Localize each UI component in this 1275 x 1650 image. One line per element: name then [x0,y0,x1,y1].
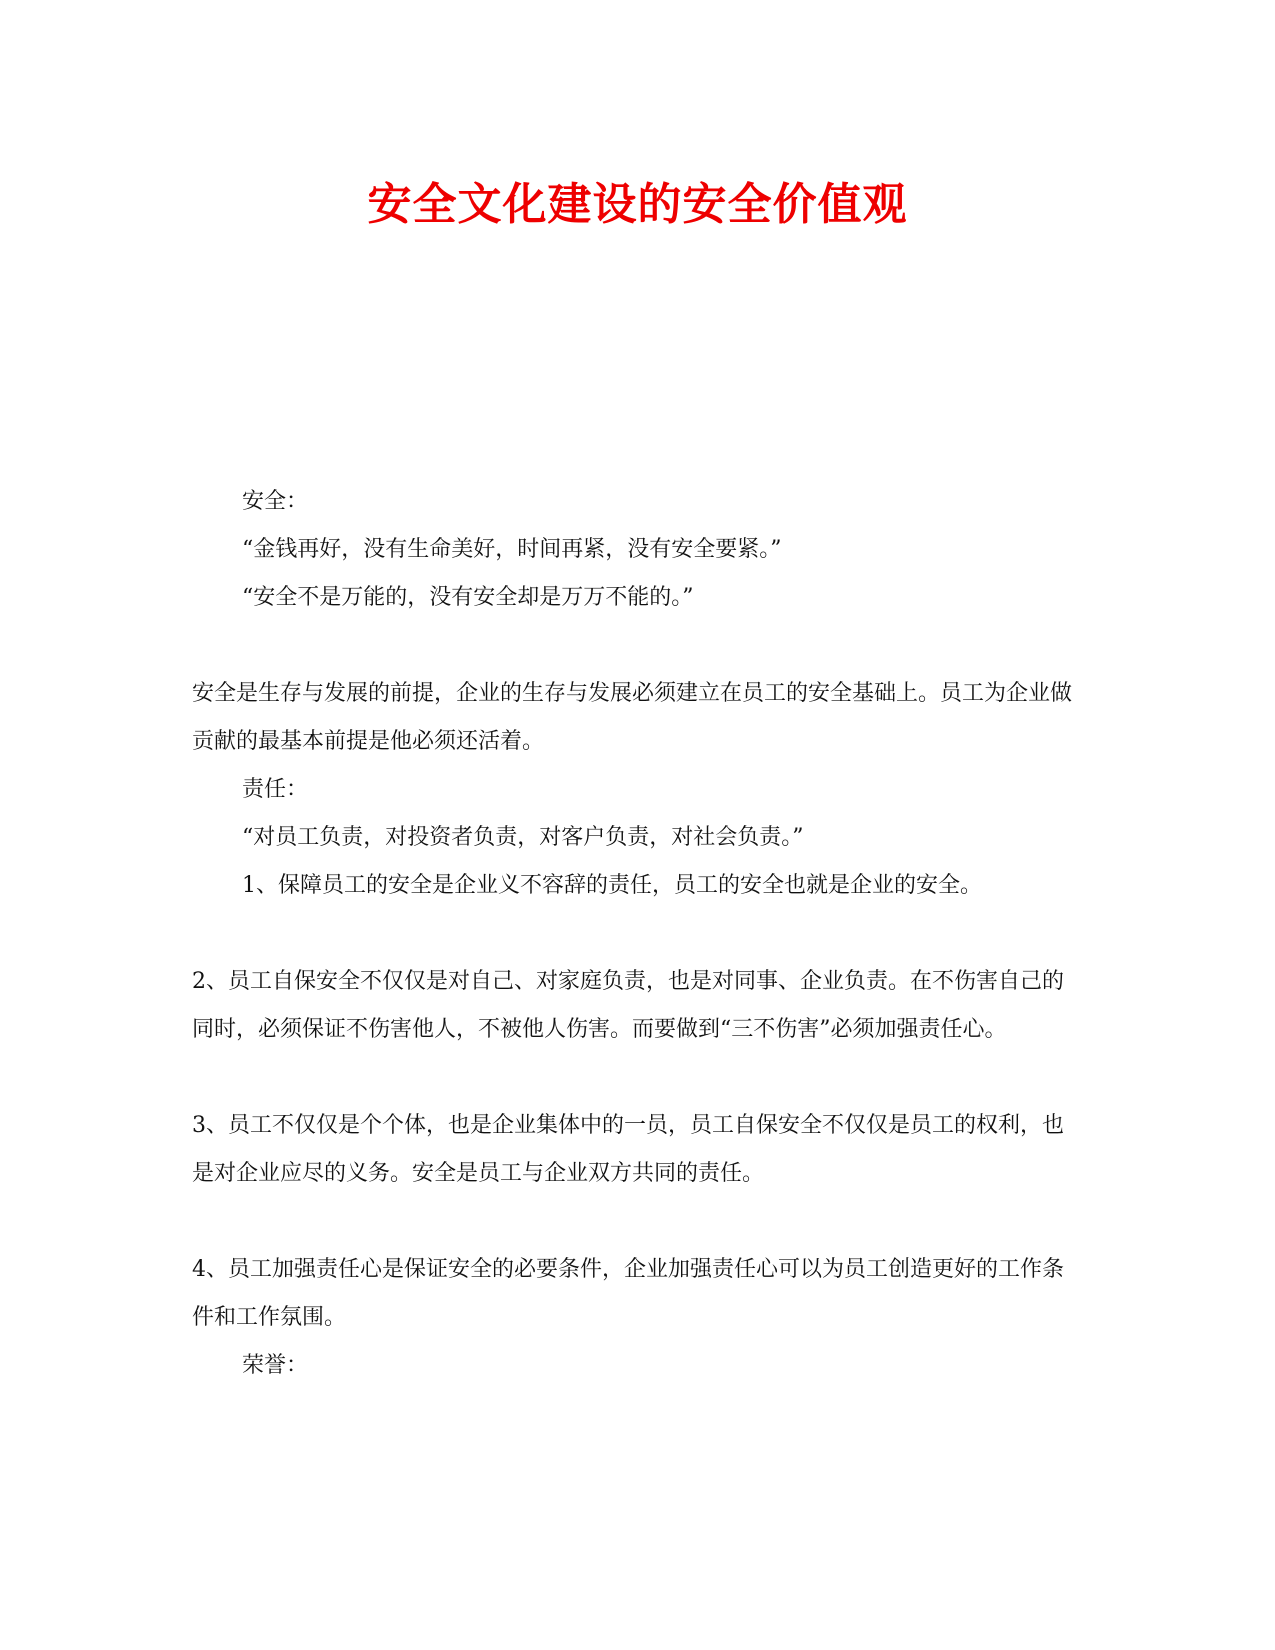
quote-paragraph: “金钱再好，没有生命美好，时间再紧，没有安全要紧。” [242,537,782,562]
list-item-2: 2、员工自保安全不仅仅是对自己、对家庭负责，也是对同事、企业负责。在不伤害自己的同时，必须保证不伤害他人，不被他人伤害。而要做到“三不伤害”必须加强责任心。 [192,969,1065,1042]
section-heading-honor: 荣誉： [242,1353,309,1378]
list-item-4: 4、员工加强责任心是保证安全的必要条件，企业加强责任心可以为员工创造更好的工作条件和工作氛围。 [192,1257,1065,1330]
paragraph-spacer [192,1054,1072,1102]
paragraph-spacer [192,1198,1072,1246]
paragraph-spacer [192,622,1072,670]
list-item-3: 3、员工不仅仅是个个体，也是企业集体中的一员，员工自保安全不仅仅是员工的权利，也是对企业应尽的义务。安全是员工与企业双方共同的责任。 [192,1113,1065,1186]
quote-paragraph: “安全不是万能的，没有安全却是万万不能的。” [242,585,694,610]
document-title: 安全文化建设的安全价值观 [367,179,908,230]
quote-paragraph: “对员工负责，对投资者负责，对客户负责，对社会负责。” [242,825,804,850]
section-heading-responsibility: 责任： [242,777,309,802]
section-heading-safety: 安全： [242,489,309,514]
document-body [192,478,1072,1390]
list-item-1: 1、保障员工的安全是企业义不容辞的责任，员工的安全也就是企业的安全。 [242,873,982,898]
body-paragraph: 安全是生存与发展的前提，企业的生存与发展必须建立在员工的安全基础上。员工为企业做贡献的最基本前提是他必须还活着。 [192,681,1073,754]
paragraph-spacer [192,910,1072,958]
